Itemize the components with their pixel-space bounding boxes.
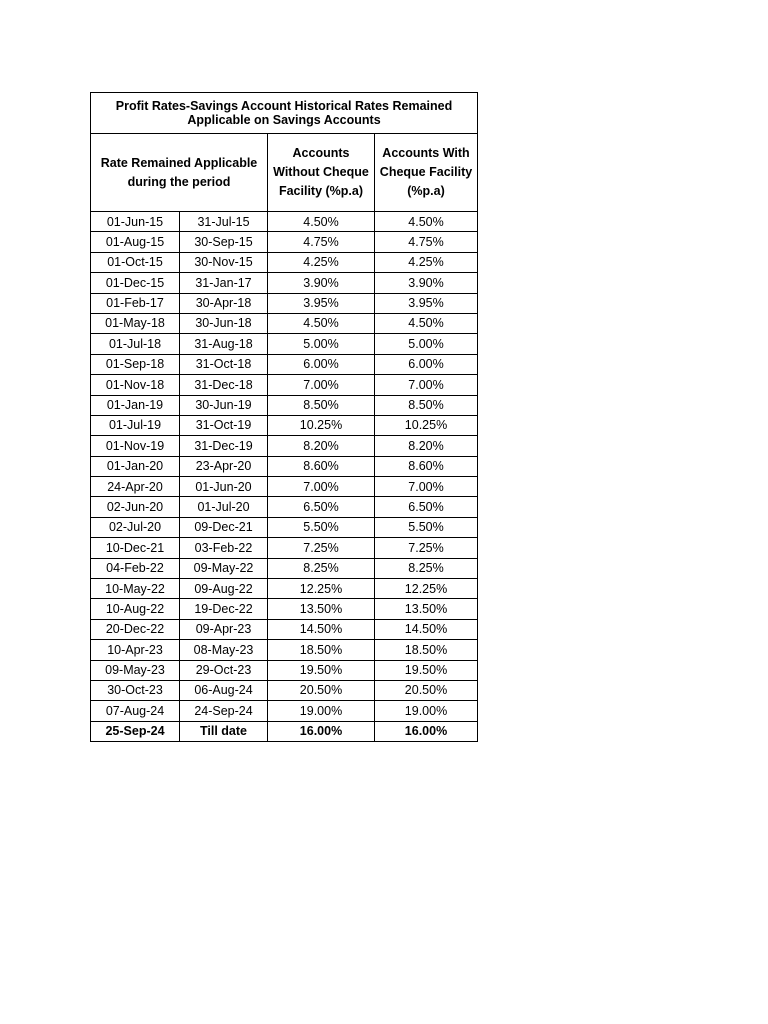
rate-with-cheque-cell: 10.25% [375, 415, 478, 435]
rate-without-cheque-cell: 19.00% [268, 701, 375, 721]
period-from-cell: 20-Dec-22 [91, 619, 180, 639]
rate-without-cheque-cell: 4.50% [268, 212, 375, 232]
period-to-cell: 30-Jun-18 [180, 313, 268, 333]
rates-table [90, 92, 478, 742]
with-cheque-header [375, 134, 478, 212]
period-from-cell: 01-Nov-19 [91, 436, 180, 456]
table-row [91, 456, 478, 476]
table-row [91, 252, 478, 272]
table-row [91, 497, 478, 517]
period-to-cell: 31-Oct-18 [180, 354, 268, 374]
period-from-cell: 01-Nov-18 [91, 375, 180, 395]
period-from-cell: 01-Feb-17 [91, 293, 180, 313]
rate-with-cheque-cell: 7.00% [375, 375, 478, 395]
without-cheque-header-line: Without Cheque [273, 165, 369, 180]
period-to-cell: 03-Feb-22 [180, 538, 268, 558]
period-from-cell: 02-Jun-20 [91, 497, 180, 517]
period-to-cell: 30-Sep-15 [180, 232, 268, 252]
period-to-cell: 08-May-23 [180, 640, 268, 660]
rate-with-cheque-cell: 8.60% [375, 456, 478, 476]
rate-without-cheque-cell: 20.50% [268, 680, 375, 700]
period-to-cell: 09-Dec-21 [180, 517, 268, 537]
period-from-cell: 10-May-22 [91, 579, 180, 599]
period-from-cell: 01-Aug-15 [91, 232, 180, 252]
period-to-cell: 06-Aug-24 [180, 680, 268, 700]
rate-with-cheque-cell: 19.00% [375, 701, 478, 721]
rate-with-cheque-cell: 4.25% [375, 252, 478, 272]
period-from-cell: 01-Dec-15 [91, 273, 180, 293]
rate-with-cheque-cell: 4.50% [375, 313, 478, 333]
rate-without-cheque-cell: 19.50% [268, 660, 375, 680]
without-cheque-header-line: Accounts [292, 146, 350, 161]
rate-without-cheque-cell: 13.50% [268, 599, 375, 619]
period-to-cell: 09-Aug-22 [180, 579, 268, 599]
period-from-cell: 10-Aug-22 [91, 599, 180, 619]
table-row [91, 538, 478, 558]
period-from-cell: 24-Apr-20 [91, 477, 180, 497]
period-from-cell: 25-Sep-24 [91, 721, 180, 741]
rate-with-cheque-cell: 12.25% [375, 579, 478, 599]
rate-with-cheque-cell: 6.50% [375, 497, 478, 517]
period-from-cell: 01-Jul-18 [91, 334, 180, 354]
table-row [91, 680, 478, 700]
with-cheque-header-line: Accounts With [382, 146, 470, 161]
table-title [91, 93, 478, 134]
period-to-cell: Till date [180, 721, 268, 741]
period-to-cell: 09-Apr-23 [180, 619, 268, 639]
rate-without-cheque-cell: 18.50% [268, 640, 375, 660]
rate-without-cheque-cell: 14.50% [268, 619, 375, 639]
rate-with-cheque-cell: 8.25% [375, 558, 478, 578]
rate-without-cheque-cell: 8.20% [268, 436, 375, 456]
period-to-cell: 29-Oct-23 [180, 660, 268, 680]
period-from-cell: 01-Jan-20 [91, 456, 180, 476]
period-from-cell: 01-Jun-15 [91, 212, 180, 232]
table-row [91, 375, 478, 395]
period-from-cell: 01-Jul-19 [91, 415, 180, 435]
table-row [91, 212, 478, 232]
period-header-line: during the period [127, 174, 231, 189]
period-from-cell: 30-Oct-23 [91, 680, 180, 700]
period-from-cell: 09-May-23 [91, 660, 180, 680]
rate-without-cheque-cell: 6.50% [268, 497, 375, 517]
rate-with-cheque-cell: 3.90% [375, 273, 478, 293]
period-to-cell: 31-Aug-18 [180, 334, 268, 354]
rate-without-cheque-cell: 7.00% [268, 375, 375, 395]
rate-with-cheque-cell: 7.00% [375, 477, 478, 497]
period-from-cell: 02-Jul-20 [91, 517, 180, 537]
rate-with-cheque-cell: 20.50% [375, 680, 478, 700]
period-to-cell: 24-Sep-24 [180, 701, 268, 721]
rate-without-cheque-cell: 3.90% [268, 273, 375, 293]
period-to-cell: 23-Apr-20 [180, 456, 268, 476]
period-to-cell: 19-Dec-22 [180, 599, 268, 619]
rate-with-cheque-cell: 16.00% [375, 721, 478, 741]
rate-without-cheque-cell: 8.60% [268, 456, 375, 476]
rate-with-cheque-cell: 6.00% [375, 354, 478, 374]
table-row [91, 640, 478, 660]
table-row [91, 721, 478, 741]
table-row [91, 477, 478, 497]
rate-with-cheque-cell: 3.95% [375, 293, 478, 313]
title-row [91, 93, 478, 134]
table-row [91, 701, 478, 721]
rate-without-cheque-cell: 12.25% [268, 579, 375, 599]
table-row [91, 273, 478, 293]
period-to-cell: 31-Jan-17 [180, 273, 268, 293]
table-row [91, 354, 478, 374]
period-to-cell: 31-Dec-18 [180, 375, 268, 395]
rate-without-cheque-cell: 5.50% [268, 517, 375, 537]
period-to-cell: 31-Dec-19 [180, 436, 268, 456]
table-row [91, 660, 478, 680]
table-title-line: Profit Rates-Savings Account Historical Rates Remained [115, 98, 453, 113]
rate-with-cheque-cell: 4.50% [375, 212, 478, 232]
period-from-cell: 01-May-18 [91, 313, 180, 333]
rate-without-cheque-cell: 7.25% [268, 538, 375, 558]
period-from-cell: 01-Oct-15 [91, 252, 180, 272]
period-from-cell: 10-Apr-23 [91, 640, 180, 660]
table-row [91, 395, 478, 415]
table-row [91, 558, 478, 578]
table-row [91, 293, 478, 313]
rate-without-cheque-cell: 8.25% [268, 558, 375, 578]
rate-with-cheque-cell: 7.25% [375, 538, 478, 558]
rate-without-cheque-cell: 6.00% [268, 354, 375, 374]
table-row [91, 599, 478, 619]
rate-with-cheque-cell: 19.50% [375, 660, 478, 680]
with-cheque-header-line: Cheque Facility [379, 165, 473, 180]
rate-with-cheque-cell: 14.50% [375, 619, 478, 639]
header-row [91, 134, 478, 212]
rate-with-cheque-cell: 18.50% [375, 640, 478, 660]
table-row [91, 232, 478, 252]
with-cheque-header-line: (%p.a) [407, 183, 445, 198]
period-to-cell: 30-Jun-19 [180, 395, 268, 415]
rate-without-cheque-cell: 5.00% [268, 334, 375, 354]
table-row [91, 517, 478, 537]
period-to-cell: 30-Apr-18 [180, 293, 268, 313]
table-row [91, 415, 478, 435]
rate-with-cheque-cell: 5.50% [375, 517, 478, 537]
period-from-cell: 07-Aug-24 [91, 701, 180, 721]
period-to-cell: 31-Oct-19 [180, 415, 268, 435]
period-from-cell: 01-Sep-18 [91, 354, 180, 374]
period-to-cell: 01-Jun-20 [180, 477, 268, 497]
rate-without-cheque-cell: 3.95% [268, 293, 375, 313]
rate-without-cheque-cell: 8.50% [268, 395, 375, 415]
rate-without-cheque-cell: 16.00% [268, 721, 375, 741]
rate-with-cheque-cell: 13.50% [375, 599, 478, 619]
rate-without-cheque-cell: 4.25% [268, 252, 375, 272]
rate-with-cheque-cell: 5.00% [375, 334, 478, 354]
rate-with-cheque-cell: 8.50% [375, 395, 478, 415]
period-header [91, 134, 268, 212]
rate-without-cheque-cell: 7.00% [268, 477, 375, 497]
period-from-cell: 04-Feb-22 [91, 558, 180, 578]
table-row [91, 313, 478, 333]
period-to-cell: 09-May-22 [180, 558, 268, 578]
table-row [91, 619, 478, 639]
table-row [91, 436, 478, 456]
rate-with-cheque-cell: 8.20% [375, 436, 478, 456]
rate-without-cheque-cell: 4.50% [268, 313, 375, 333]
rate-without-cheque-cell: 4.75% [268, 232, 375, 252]
table-title-line: Applicable on Savings Accounts [187, 113, 381, 127]
rate-without-cheque-cell: 10.25% [268, 415, 375, 435]
without-cheque-header-line: Facility (%p.a) [278, 183, 364, 198]
table-row [91, 334, 478, 354]
period-to-cell: 31-Jul-15 [180, 212, 268, 232]
rate-with-cheque-cell: 4.75% [375, 232, 478, 252]
table-row [91, 579, 478, 599]
period-to-cell: 01-Jul-20 [180, 497, 268, 517]
period-to-cell: 30-Nov-15 [180, 252, 268, 272]
rates-table-body [91, 93, 478, 742]
period-from-cell: 10-Dec-21 [91, 538, 180, 558]
period-header-line: Rate Remained Applicable [100, 155, 258, 170]
period-from-cell: 01-Jan-19 [91, 395, 180, 415]
without-cheque-header [268, 134, 375, 212]
